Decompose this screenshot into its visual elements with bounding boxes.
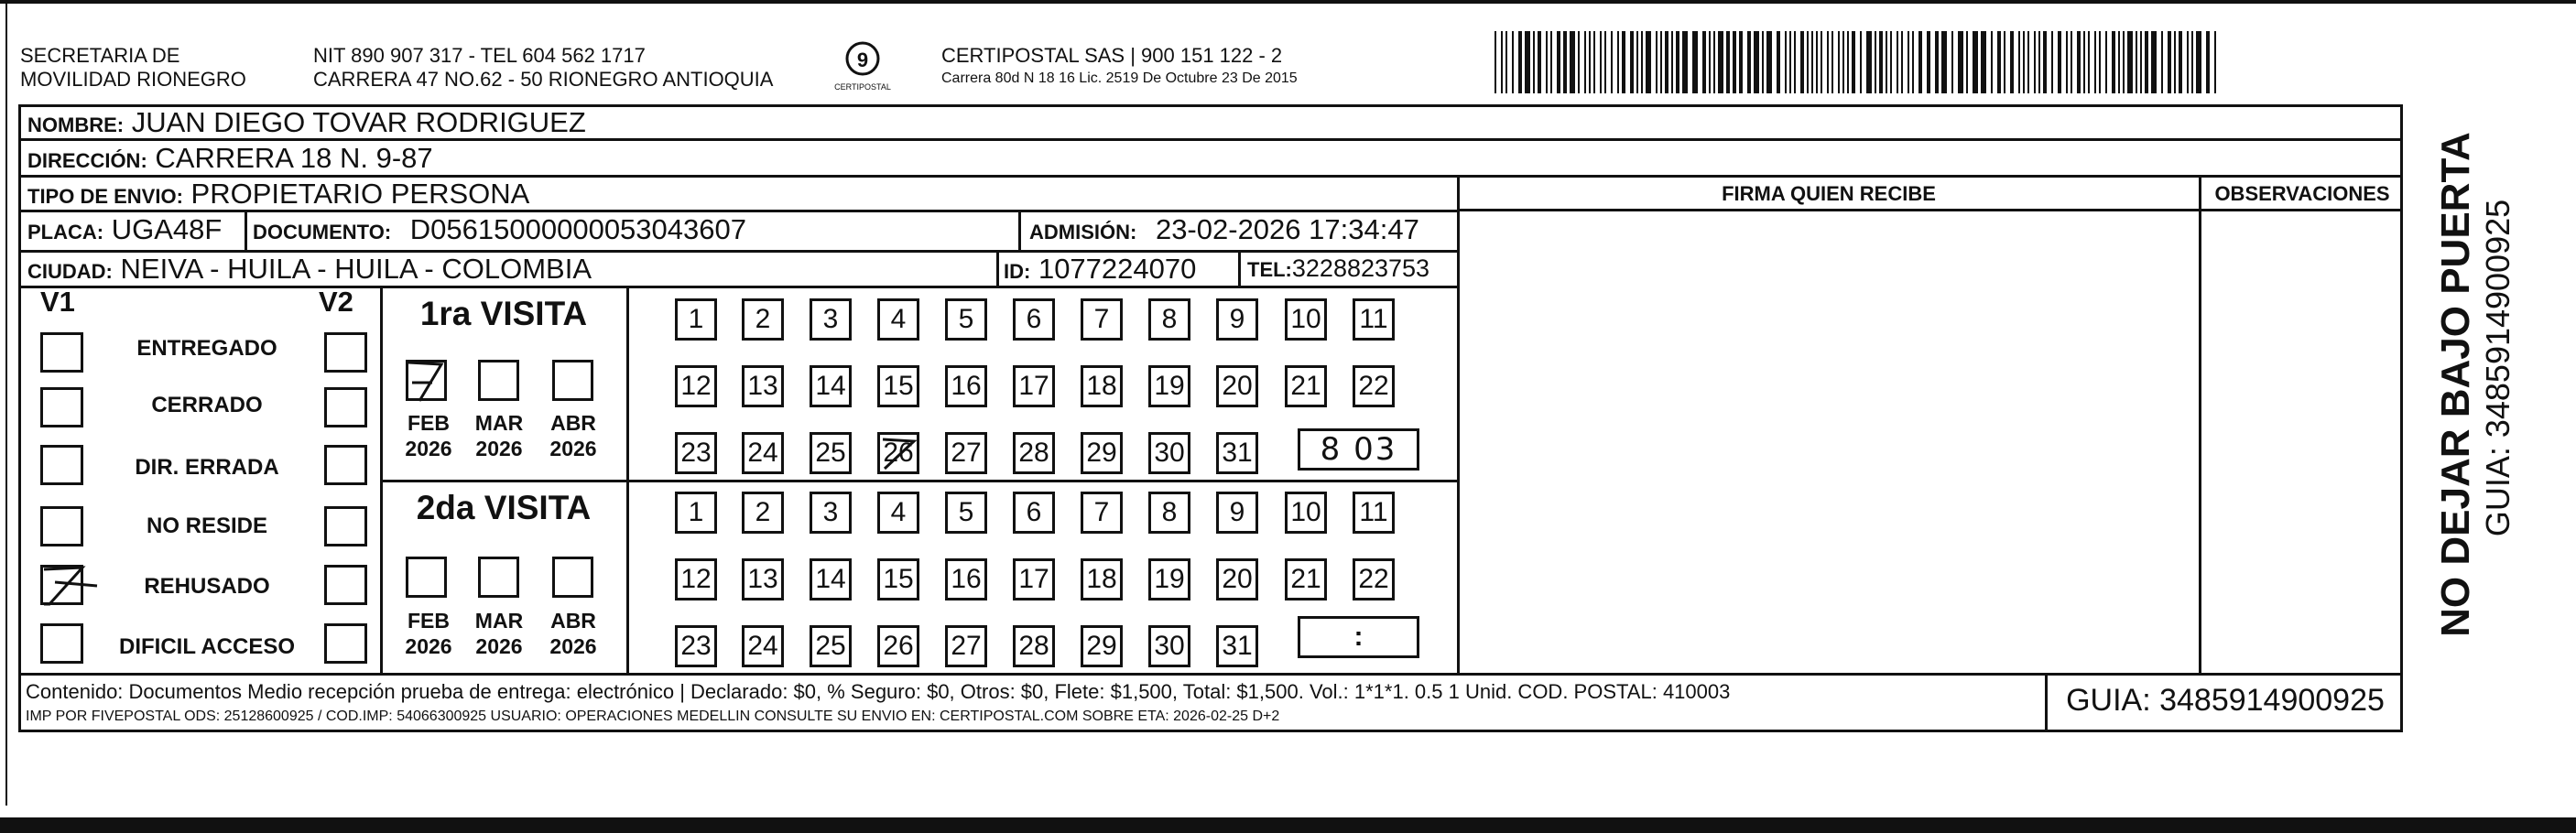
direccion-value: CARRERA 18 N. 9-87 bbox=[155, 142, 433, 174]
second-visit-month-box-abr[interactable] bbox=[552, 557, 593, 598]
side-guia: GUIA: 3485914900925 bbox=[2479, 199, 2516, 537]
second-visit-day-label: 4 bbox=[890, 497, 907, 527]
no-dejar-bajo-puerta: NO DEJAR BAJO PUERTA bbox=[2433, 132, 2478, 637]
first-visit-day-label: 23 bbox=[680, 438, 712, 468]
first-visit-day-label: 15 bbox=[883, 371, 914, 401]
first-visit-month-abr: ABR bbox=[550, 411, 596, 435]
second-visit-day-box-26[interactable] bbox=[877, 625, 919, 667]
second-visit-day-label: 29 bbox=[1086, 631, 1117, 661]
second-visit-day-box-2[interactable] bbox=[742, 492, 784, 534]
first-visit-month-feb: FEB bbox=[408, 411, 450, 435]
first-visit-day-label: 21 bbox=[1290, 371, 1321, 401]
second-visit-month-feb: FEB bbox=[408, 609, 450, 633]
v2-checkbox-no-reside[interactable] bbox=[324, 506, 367, 546]
second-visit-day-box-28[interactable] bbox=[1013, 625, 1055, 667]
second-visit-day-box-23[interactable] bbox=[675, 625, 717, 667]
first-visit-year-feb: 2026 bbox=[405, 437, 452, 460]
first-visit-day-label: 6 bbox=[1026, 304, 1042, 334]
second-visit-day-label: 7 bbox=[1093, 497, 1110, 527]
second-visit-day-label: 5 bbox=[958, 497, 974, 527]
v1-checkbox-dificil-acceso[interactable] bbox=[40, 623, 83, 664]
second-visit-day-label: 21 bbox=[1290, 564, 1321, 594]
second-visit-year-mar: 2026 bbox=[475, 634, 523, 658]
v1-checkbox-no-reside[interactable] bbox=[40, 506, 83, 546]
first-visit-day-label: 30 bbox=[1154, 438, 1185, 468]
first-visit-day-box-27[interactable] bbox=[945, 432, 987, 474]
first-visit-day-label: 10 bbox=[1290, 304, 1321, 334]
first-visit-title: 1ra VISITA bbox=[419, 295, 588, 332]
nombre-value: JUAN DIEGO TOVAR RODRIGUEZ bbox=[131, 106, 586, 138]
tel-value: 3228823753 bbox=[1291, 254, 1430, 282]
v2-checkbox-cerrado[interactable] bbox=[324, 387, 367, 427]
first-visit-day-label: 27 bbox=[951, 438, 982, 468]
first-visit-month-box-mar[interactable] bbox=[478, 360, 519, 401]
second-visit-day-box-15[interactable] bbox=[877, 558, 919, 600]
first-visit-day-label: 1 bbox=[688, 304, 704, 334]
first-visit-day-box-20[interactable] bbox=[1216, 365, 1258, 407]
barcode bbox=[1495, 31, 2223, 93]
first-visit-day-box-4[interactable] bbox=[877, 298, 919, 341]
first-visit-day-label: 31 bbox=[1222, 438, 1253, 468]
bottom-edge-bar bbox=[0, 817, 2576, 833]
v1-checkbox-entregado[interactable] bbox=[40, 332, 83, 373]
first-visit-day-box-2[interactable] bbox=[742, 298, 784, 341]
second-visit-year-feb: 2026 bbox=[405, 634, 452, 658]
first-visit-day-label: 29 bbox=[1086, 438, 1117, 468]
address-line: CARRERA 47 NO.62 - 50 RIONEGRO ANTIOQUIA bbox=[313, 68, 774, 91]
tipo-value: PROPIETARIO PERSONA bbox=[190, 178, 530, 210]
second-visit-day-label: 15 bbox=[883, 564, 914, 594]
status-label-no-reside: NO RESIDE bbox=[146, 514, 268, 538]
second-visit-day-label: 2 bbox=[755, 497, 771, 527]
v1-checkbox-dir-errada[interactable] bbox=[40, 445, 83, 485]
second-visit-day-label: 28 bbox=[1018, 631, 1049, 661]
second-visit-day-label: 26 bbox=[883, 631, 914, 661]
second-visit-day-box-30[interactable] bbox=[1148, 625, 1190, 667]
page-left-edge bbox=[5, 0, 7, 806]
status-label-entregado: ENTREGADO bbox=[136, 336, 277, 361]
first-visit-day-box-15[interactable] bbox=[877, 365, 919, 407]
second-visit-day-box-4[interactable] bbox=[877, 492, 919, 534]
second-visit-day-label: 6 bbox=[1026, 497, 1042, 527]
first-visit-day-box-9[interactable] bbox=[1216, 298, 1258, 341]
first-visit-year-abr: 2026 bbox=[549, 437, 597, 460]
admision-value: 23-02-2026 17:34:47 bbox=[1155, 213, 1419, 245]
footer-contenido: Contenido: Documentos Medio recepción prueba de entrega: electrónico | Declarado: $0, % Seguro: $0, Otros: $0, Flete: $1,500, Total: $1,500. Vol.: 1*1*1. 0.5 1 Unid. COD. POSTAL: 410003 bbox=[26, 680, 1731, 703]
second-visit-day-label: 24 bbox=[747, 631, 778, 661]
second-visit-day-box-16[interactable] bbox=[945, 558, 987, 600]
top-edge-bar bbox=[0, 0, 2576, 4]
second-visit-day-label: 9 bbox=[1229, 497, 1245, 527]
footer-imp: IMP POR FIVEPOSTAL ODS: 25128600925 / COD.IMP: 54066300925 USUARIO: OPERACIONES MEDELLIN CONSULTE SU ENVIO EN: CERTIPOSTAL.COM SOBRE ETA: 2026-02-25 D+2 bbox=[26, 709, 1280, 724]
second-visit-day-label: 18 bbox=[1086, 564, 1117, 594]
first-visit-day-label: 25 bbox=[815, 438, 846, 468]
second-visit-day-label: 3 bbox=[822, 497, 839, 527]
second-visit-day-box-7[interactable] bbox=[1081, 492, 1123, 534]
second-visit-day-label: 12 bbox=[680, 564, 712, 594]
observaciones-header: OBSERVACIONES bbox=[2214, 182, 2390, 205]
direccion-label: DIRECCIÓN: bbox=[27, 149, 147, 172]
id-label: ID: bbox=[1004, 260, 1031, 283]
second-visit-day-box-19[interactable] bbox=[1148, 558, 1190, 600]
first-visit-day-box-29[interactable] bbox=[1081, 432, 1123, 474]
second-visit-day-label: 19 bbox=[1154, 564, 1185, 594]
first-visit-day-box-23[interactable] bbox=[675, 432, 717, 474]
issuer-line2: MOVILIDAD RIONEGRO bbox=[20, 68, 246, 91]
first-visit-day-box-24[interactable] bbox=[742, 432, 784, 474]
first-visit-time-box[interactable] bbox=[1298, 428, 1419, 471]
ciudad-value: NEIVA - HUILA - HUILA - COLOMBIA bbox=[120, 253, 592, 285]
v2-checkbox-rehusado[interactable] bbox=[324, 565, 367, 605]
first-visit-day-label: 11 bbox=[1359, 304, 1388, 334]
first-visit-day-box-1[interactable] bbox=[675, 298, 717, 341]
second-visit-day-label: 1 bbox=[688, 497, 704, 527]
svg-text:9: 9 bbox=[856, 49, 869, 71]
second-visit-day-label: 16 bbox=[951, 564, 982, 594]
second-visit-title: 2da VISITA bbox=[416, 489, 592, 526]
first-visit-day-box-21[interactable] bbox=[1285, 365, 1327, 407]
second-visit-day-box-20[interactable] bbox=[1216, 558, 1258, 600]
v2-checkbox-entregado[interactable] bbox=[324, 332, 367, 373]
first-visit-day-box-14[interactable] bbox=[810, 365, 852, 407]
second-visit-day-box-5[interactable] bbox=[945, 492, 987, 534]
first-visit-day-label: 13 bbox=[747, 371, 778, 401]
second-visit-day-label: 30 bbox=[1154, 631, 1185, 661]
status-label-rehusado: REHUSADO bbox=[144, 574, 270, 599]
second-visit-month-box-feb[interactable] bbox=[406, 557, 447, 598]
first-visit-day-box-16[interactable] bbox=[945, 365, 987, 407]
first-visit-day-box-7[interactable] bbox=[1081, 298, 1123, 341]
second-visit-day-label: 22 bbox=[1358, 564, 1389, 594]
second-visit-day-box-25[interactable] bbox=[810, 625, 852, 667]
documento-label: DOCUMENTO: bbox=[253, 221, 392, 243]
first-visit-day-label: 7 bbox=[1093, 304, 1110, 334]
first-visit-day-label: 26 bbox=[883, 438, 914, 468]
first-visit-day-label: 20 bbox=[1222, 371, 1253, 401]
v2-header: V2 bbox=[319, 286, 353, 318]
first-visit-day-label: 3 bbox=[822, 304, 839, 334]
first-visit-day-label: 14 bbox=[815, 371, 846, 401]
second-visit-day-label: 23 bbox=[680, 631, 712, 661]
first-visit-day-label: 17 bbox=[1018, 371, 1049, 401]
nit-line: NIT 890 907 317 - TEL 604 562 1717 bbox=[313, 44, 646, 67]
first-visit-day-box-6[interactable] bbox=[1013, 298, 1055, 341]
placa-value: UGA48F bbox=[111, 213, 223, 245]
second-visit-day-box-1[interactable] bbox=[675, 492, 717, 534]
second-visit-month-abr: ABR bbox=[550, 609, 596, 633]
second-visit-day-label: 17 bbox=[1018, 564, 1049, 594]
first-visit-day-box-30[interactable] bbox=[1148, 432, 1190, 474]
second-visit-month-mar: MAR bbox=[474, 609, 524, 633]
second-visit-day-label: 11 bbox=[1359, 497, 1388, 527]
second-visit-day-box-31[interactable] bbox=[1216, 625, 1258, 667]
second-visit-day-box-27[interactable] bbox=[945, 625, 987, 667]
first-visit-day-box-18[interactable] bbox=[1081, 365, 1123, 407]
first-visit-day-label: 4 bbox=[890, 304, 907, 334]
second-visit-day-box-6[interactable] bbox=[1013, 492, 1055, 534]
header bbox=[0, 37, 2576, 101]
status-label-cerrado: CERRADO bbox=[151, 393, 263, 417]
first-visit-day-box-11[interactable] bbox=[1353, 298, 1395, 341]
first-visit-day-box-25[interactable] bbox=[810, 432, 852, 474]
second-visit-day-box-9[interactable] bbox=[1216, 492, 1258, 534]
courier-line1: CERTIPOSTAL SAS | 900 151 122 - 2 bbox=[941, 44, 1283, 67]
first-visit-day-box-26[interactable] bbox=[877, 432, 919, 474]
first-visit-day-label: 12 bbox=[680, 371, 712, 401]
tel-label: TEL: bbox=[1247, 258, 1292, 281]
placa-label: PLACA: bbox=[27, 221, 104, 243]
second-visit-day-label: 20 bbox=[1222, 564, 1253, 594]
v2-checkbox-dificil-acceso[interactable] bbox=[324, 623, 367, 664]
courier-logo bbox=[822, 38, 903, 95]
second-visit-time-box[interactable] bbox=[1298, 616, 1419, 658]
handwritten-month-mark bbox=[401, 355, 452, 406]
second-visit-day-label: 14 bbox=[815, 564, 846, 594]
first-visit-month-box-abr[interactable] bbox=[552, 360, 593, 401]
first-visit-day-box-31[interactable] bbox=[1216, 432, 1258, 474]
first-visit-day-label: 9 bbox=[1229, 304, 1245, 334]
first-visit-day-label: 18 bbox=[1086, 371, 1117, 401]
first-visit-time: 8 03 bbox=[1320, 431, 1397, 468]
first-visit-day-box-10[interactable] bbox=[1285, 298, 1327, 341]
first-visit-day-label: 19 bbox=[1154, 371, 1185, 401]
first-visit-day-box-12[interactable] bbox=[675, 365, 717, 407]
issuer-line1: SECRETARIA DE bbox=[20, 44, 180, 67]
second-visit-day-box-17[interactable] bbox=[1013, 558, 1055, 600]
first-visit-day-box-3[interactable] bbox=[810, 298, 852, 341]
second-visit-day-box-8[interactable] bbox=[1148, 492, 1190, 534]
first-visit-day-box-13[interactable] bbox=[742, 365, 784, 407]
second-visit-day-box-10[interactable] bbox=[1285, 492, 1327, 534]
firma-header: FIRMA QUIEN RECIBE bbox=[1722, 182, 1936, 205]
first-visit-day-box-22[interactable] bbox=[1353, 365, 1395, 407]
first-visit-day-box-19[interactable] bbox=[1148, 365, 1190, 407]
second-visit-day-box-29[interactable] bbox=[1081, 625, 1123, 667]
first-visit-day-label: 22 bbox=[1358, 371, 1389, 401]
second-visit-day-box-13[interactable] bbox=[742, 558, 784, 600]
documento-value: D05615000000053043607 bbox=[409, 213, 746, 245]
admision-label: ADMISIÓN: bbox=[1029, 221, 1137, 243]
second-visit-month-box-mar[interactable] bbox=[478, 557, 519, 598]
second-visit-day-box-11[interactable] bbox=[1353, 492, 1395, 534]
first-visit-day-box-8[interactable] bbox=[1148, 298, 1190, 341]
second-visit-day-box-24[interactable] bbox=[742, 625, 784, 667]
second-visit-day-label: 13 bbox=[747, 564, 778, 594]
second-visit-time: : bbox=[1353, 622, 1364, 652]
first-visit-day-label: 5 bbox=[958, 304, 974, 334]
v1-header: V1 bbox=[40, 286, 75, 318]
footer-guia: GUIA: 3485914900925 bbox=[2066, 683, 2385, 718]
second-visit-day-box-22[interactable] bbox=[1353, 558, 1395, 600]
handwritten-check-rehusado bbox=[37, 560, 103, 611]
second-visit-day-box-18[interactable] bbox=[1081, 558, 1123, 600]
tipo-label: TIPO DE ENVIO: bbox=[27, 185, 183, 208]
v2-checkbox-dir-errada[interactable] bbox=[324, 445, 367, 485]
second-visit-day-label: 25 bbox=[815, 631, 846, 661]
first-visit-day-label: 24 bbox=[747, 438, 778, 468]
first-visit-day-box-28[interactable] bbox=[1013, 432, 1055, 474]
second-visit-day-label: 8 bbox=[1161, 497, 1178, 527]
second-visit-day-box-3[interactable] bbox=[810, 492, 852, 534]
handwritten-day-mark bbox=[877, 432, 919, 474]
first-visit-day-box-17[interactable] bbox=[1013, 365, 1055, 407]
status-label-dificil-acceso: DIFICIL ACCESO bbox=[118, 634, 295, 659]
courier-line2: Carrera 80d N 18 16 Lic. 2519 De Octubre 23 De 2015 bbox=[941, 70, 1298, 86]
first-visit-day-label: 28 bbox=[1018, 438, 1049, 468]
nombre-label: NOMBRE: bbox=[27, 114, 125, 136]
second-visit-day-box-14[interactable] bbox=[810, 558, 852, 600]
first-visit-day-label: 8 bbox=[1161, 304, 1178, 334]
v1-checkbox-cerrado[interactable] bbox=[40, 387, 83, 427]
first-visit-day-box-5[interactable] bbox=[945, 298, 987, 341]
logo-text: CERTIPOSTAL bbox=[834, 82, 891, 92]
second-visit-day-box-12[interactable] bbox=[675, 558, 717, 600]
second-visit-year-abr: 2026 bbox=[549, 634, 597, 658]
second-visit-day-label: 27 bbox=[951, 631, 982, 661]
second-visit-day-label: 10 bbox=[1290, 497, 1321, 527]
first-visit-year-mar: 2026 bbox=[475, 437, 523, 460]
second-visit-day-label: 31 bbox=[1222, 631, 1253, 661]
first-visit-day-label: 16 bbox=[951, 371, 982, 401]
second-visit-day-box-21[interactable] bbox=[1285, 558, 1327, 600]
status-label-dir-errada: DIR. ERRADA bbox=[135, 455, 279, 480]
ciudad-label: CIUDAD: bbox=[27, 260, 113, 283]
first-visit-month-mar: MAR bbox=[474, 411, 524, 435]
id-value: 1077224070 bbox=[1038, 253, 1197, 285]
first-visit-day-label: 2 bbox=[755, 304, 771, 334]
